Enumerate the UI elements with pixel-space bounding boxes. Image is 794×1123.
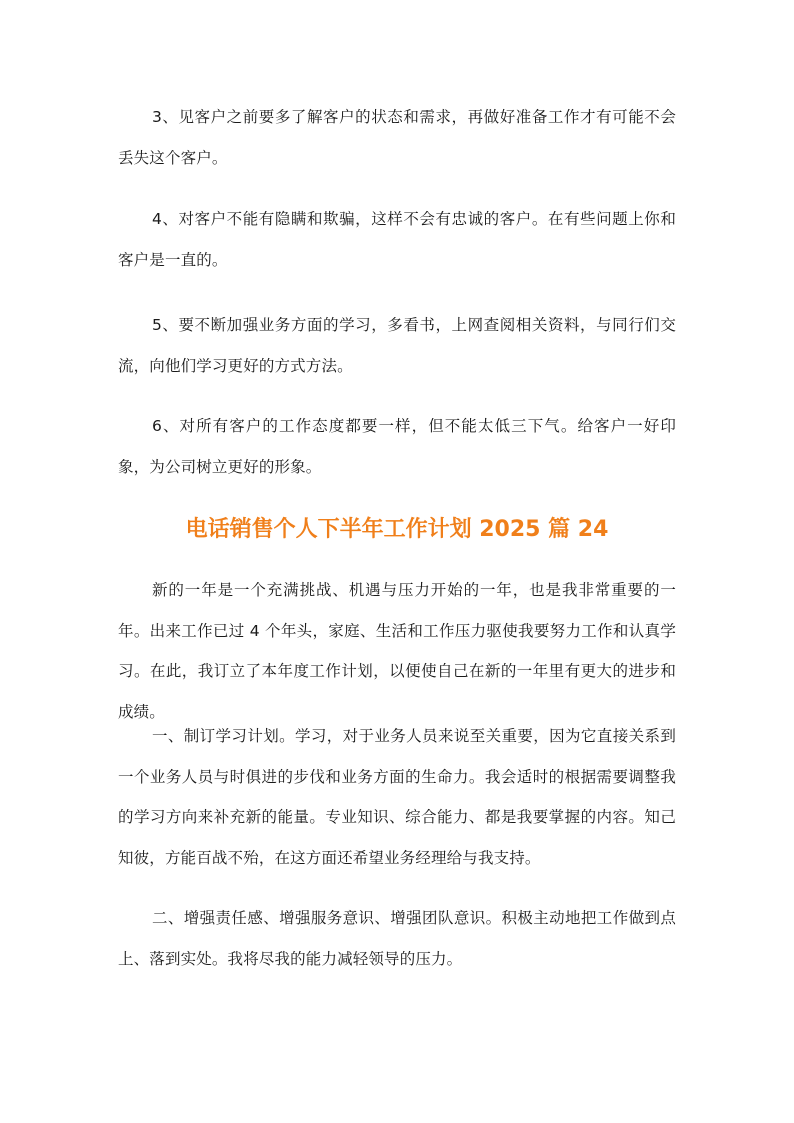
paragraph-3: 3、见客户之前要多了解客户的状态和需求，再做好准备工作才有可能不会丢失这个客户。 [118,108,676,167]
plan-item-2: 二、增强责任感、增强服务意识、增强团队意识。积极主动地把工作做到点上、落到实处。我将尽我的能力减轻领导的压力。 [118,909,676,968]
section-heading: 电话销售个人下半年工作计划 2025 篇 24 [185,517,609,542]
paragraph-6: 6、对所有客户的工作态度都要一样，但不能太低三下气。给客户一好印象，为公司树立更好的形象。 [118,417,676,476]
plan-item-1: 一、制订学习计划。学习，对于业务人员来说至关重要，因为它直接关系到一个业务人员与时俱进的步伐和业务方面的生命力。我会适时的根据需要调整我的学习方向来补充新的能量。专业知识、综合能力、都是我要掌握的内容。知己知彼，方能百战不殆，在这方面还希望业务经理给与我支持。 [118,727,676,867]
paragraph-5: 5、要不断加强业务方面的学习，多看书，上网查阅相关资料，与同行们交流，向他们学习更好的方式方法。 [118,316,676,375]
intro-paragraph: 新的一年是一个充满挑战、机遇与压力开始的一年，也是我非常重要的一年。出来工作已过 4 个年头，家庭、生活和工作压力驱使我要努力工作和认真学习。在此，我订立了本年度工作计划，以便使自己在新的一年里有更大的进步和成绩。 [118,581,676,721]
paragraph-4: 4、对客户不能有隐瞒和欺骗，这样不会有忠诚的客户。在有些问题上你和客户是一直的。 [118,210,676,269]
